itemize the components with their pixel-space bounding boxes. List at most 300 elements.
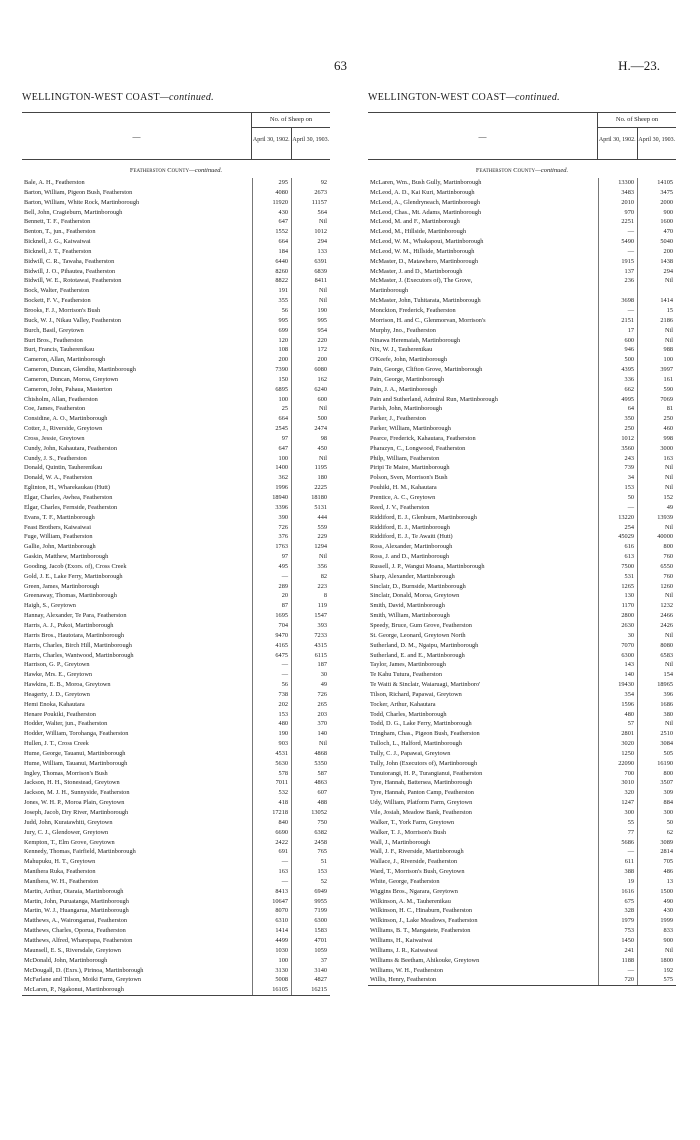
table-row	[368, 867, 676, 877]
sheep-1903: 1294	[291, 542, 330, 552]
sheep-1902: 2801	[598, 729, 637, 739]
owner-name: Pain, George, Clifton Grove, Martinborough	[370, 366, 483, 374]
sheep-1902: 300	[598, 808, 637, 818]
table-row	[368, 414, 676, 424]
owner-name: Henare Poukiki, Featherston	[24, 710, 96, 718]
sheep-1903: 265	[291, 700, 330, 710]
owner-name: Te Kahu Tutura, Featherston	[370, 671, 442, 679]
owner-name: Sutherland, E. and E., Martinborough	[370, 651, 465, 659]
owner-name: Green, James, Martinborough	[24, 582, 100, 590]
owner-name: White, George, Featherston	[370, 877, 440, 885]
owner-name: Hodder, William, Torohanga, Featherston	[24, 730, 129, 738]
table-row	[368, 818, 676, 828]
sheep-1902: —	[252, 660, 291, 670]
owner-name: Pouhiki, H. M., Kahautara	[370, 484, 437, 492]
table-row	[368, 473, 676, 483]
owner-name: McMaster, D., Matawhero, Martinborough	[370, 257, 478, 265]
sheep-1903: 760	[637, 572, 676, 582]
sheep-1903: 1600	[637, 217, 676, 227]
owner-name: Jones, W. H. P., Moroa Plain, Greytown	[24, 799, 125, 807]
sheep-1902: 532	[252, 788, 291, 798]
owner-name: Parker, William, Martinborough	[370, 425, 451, 433]
sheep-1903: 2814	[637, 847, 676, 857]
sheep-1903: 7233	[291, 631, 330, 641]
owner-name: Judd, John, Kuratawhiti, Greytown	[24, 818, 113, 826]
sheep-1902: 150	[252, 375, 291, 385]
sheep-1902: 130	[598, 591, 637, 601]
sheep-1902: 840	[252, 818, 291, 828]
sheep-1902: 1400	[252, 463, 291, 473]
table-row	[368, 355, 676, 365]
owner-name: Russell, J. P., Wangui Moana, Martinborough	[370, 562, 485, 570]
owner-name: Jury, C. J., Glendower, Greytown	[24, 828, 109, 836]
sheep-1903: Nil	[637, 276, 676, 286]
sheep-1903: 505	[637, 749, 676, 759]
owner-name: Hume, William, Tauanui, Martinborough	[24, 759, 128, 767]
owner-name: Kempton, T., Elm Grove, Greytown	[24, 838, 115, 846]
sheep-1902: 289	[252, 582, 291, 592]
table-row	[22, 611, 330, 621]
owner-name: Greenaway, Thomas, Martinborough	[24, 592, 117, 600]
sheep-1902: 8070	[252, 906, 291, 916]
sheep-1902: 6895	[252, 385, 291, 395]
sheep-1903: 470	[637, 227, 676, 237]
sheep-1902: 613	[598, 552, 637, 562]
owner-name: Considine, A. O., Martinborough	[24, 415, 108, 423]
table-row	[22, 178, 330, 188]
table-row	[368, 552, 676, 562]
sheep-1902: 4395	[598, 365, 637, 375]
sheep-1902: 704	[252, 621, 291, 631]
sheep-1903: 1438	[637, 257, 676, 267]
sheep-1903: 100	[637, 355, 676, 365]
table-row	[368, 463, 676, 473]
sheep-1903: 2510	[637, 729, 676, 739]
sheep-1903: 1500	[637, 887, 676, 897]
owner-name: McLeod, M., Hillside, Martinborough	[370, 228, 467, 236]
owner-name: Taylor, James, Martinborough	[370, 661, 446, 669]
table-row	[368, 227, 676, 237]
sheep-1903: 1195	[291, 463, 330, 473]
owner-name: Evans, T. F., Martinborough	[24, 513, 95, 521]
sheep-1902: —	[252, 857, 291, 867]
owner-name: Hodder, Walter, jun., Featherston	[24, 720, 108, 728]
table-row	[22, 375, 330, 385]
sheep-1903: 4827	[291, 975, 330, 985]
sheep-1902: 16105	[252, 985, 291, 995]
col-1902-label: April 30, 1902.	[598, 128, 638, 159]
owner-name: Donald, Quintin, Tauherenikau	[24, 464, 103, 472]
table-row	[368, 237, 676, 247]
owner-name: McDougall, D. (Exrs.), Pirinoa, Martinborough	[24, 966, 144, 974]
sheep-1903: 294	[291, 237, 330, 247]
sheep-1902: 2630	[598, 621, 637, 631]
table-row	[368, 424, 676, 434]
table-row	[22, 641, 330, 651]
sheep-1903: Nil	[637, 483, 676, 493]
sheep-1902: 1695	[252, 611, 291, 621]
owner-name: McMaster, John, Tuhitarata, Martinborough	[370, 297, 481, 305]
owner-name: Chisholm, Allan, Featherston	[24, 395, 98, 403]
sheep-columns-header	[598, 113, 676, 159]
sheep-1902: 137	[598, 267, 637, 277]
sheep-1903: 3507	[637, 778, 676, 788]
table-row	[368, 660, 676, 670]
sheep-1902: 1552	[252, 227, 291, 237]
sheep-1902: 3020	[598, 739, 637, 749]
table-row	[22, 444, 330, 454]
owner-name: Burch, Basil, Greytown	[24, 326, 84, 334]
left-table-header	[22, 113, 330, 160]
owner-name: Buck, W. J., Nikau Valley, Featherston	[24, 316, 122, 324]
sheep-1902: 17218	[252, 808, 291, 818]
sheep-1903: 564	[291, 208, 330, 218]
owner-name: Harrison, G. P., Greytown	[24, 661, 90, 669]
owner-name: Polson, Sven, Morrison's Bush	[370, 474, 448, 482]
table-row	[368, 906, 676, 916]
table-row	[22, 306, 330, 316]
owner-name: Barton, William, Pigeon Bush, Featherston	[24, 188, 133, 196]
sheep-1903: 2673	[291, 188, 330, 198]
table-row	[368, 621, 676, 631]
table-row	[22, 877, 330, 887]
owner-name: Parish, John, Martinborough	[370, 405, 443, 413]
sheep-1903: 2458	[291, 838, 330, 848]
table-row	[368, 828, 676, 838]
owner-name: Riddiford, E. J., Te Awaiti (Hutt)	[370, 533, 453, 541]
table-row	[368, 208, 676, 218]
sheep-1902: 11920	[252, 198, 291, 208]
owner-name: Joseph, Jacob, Dry River, Martinborough	[24, 809, 129, 816]
sheep-1902: 13220	[598, 513, 637, 523]
sheep-1903: 5131	[291, 503, 330, 513]
owner-name: Wiggins Bros., Ngarara, Greytown	[370, 887, 458, 895]
sheep-1902: 7070	[598, 641, 637, 651]
sheep-1902: 13300	[598, 178, 637, 188]
sheep-1902: 1915	[598, 257, 637, 267]
owner-name: Wilkinson, H. C., Hinaburn, Featherston	[370, 907, 473, 915]
table-row	[368, 916, 676, 926]
sheep-1903: 726	[291, 690, 330, 700]
sheep-1902: 57	[598, 719, 637, 729]
owner-name: Gold, J. E., Lake Ferry, Martinborough	[24, 572, 123, 580]
table-row	[368, 749, 676, 759]
sheep-1902: 64	[598, 404, 637, 414]
owner-name: Willis, Henry, Featherston	[370, 976, 437, 984]
sheep-1903: 180	[291, 473, 330, 483]
sheep-1902: 120	[252, 336, 291, 346]
sheep-1903: 430	[637, 906, 676, 916]
sheep-1903: 13052	[291, 808, 330, 818]
sheep-1902: —	[252, 670, 291, 680]
sheep-1903: 161	[637, 375, 676, 385]
table-row	[22, 296, 330, 306]
table-row	[22, 936, 330, 946]
owner-name: Riddiford, E. J., Glenburn, Martinborough	[370, 513, 477, 521]
sheep-1903: 6949	[291, 887, 330, 897]
owner-name: Hemi Enoka, Kahautara	[24, 700, 85, 708]
sheep-1903: 750	[291, 818, 330, 828]
table-row	[22, 336, 330, 346]
table-row	[368, 778, 676, 788]
owner-name: Harris, Charles, Birch Hill, Martinborough	[24, 641, 132, 649]
sheep-1902: 87	[252, 601, 291, 611]
sheep-1902: 190	[252, 729, 291, 739]
table-row	[22, 690, 330, 700]
sheep-1903: 6115	[291, 651, 330, 661]
owner-name: Bidwill, W. E., Rototawai, Featherston	[24, 277, 122, 285]
sheep-1903: 396	[637, 690, 676, 700]
sheep-1903: 162	[291, 375, 330, 385]
owner-name: Fuge, William, Featherston	[24, 533, 93, 541]
table-row	[368, 395, 676, 405]
table-row	[368, 670, 676, 680]
sheep-1902: 3130	[252, 966, 291, 976]
sheep-1902: 19	[598, 877, 637, 887]
sheep-1903: 154	[637, 670, 676, 680]
table-row	[22, 365, 330, 375]
sheep-1902: 350	[598, 414, 637, 424]
sheep-1902: —	[252, 877, 291, 887]
table-row	[368, 690, 676, 700]
table-row	[368, 454, 676, 464]
sheep-1903: 16215	[291, 985, 330, 995]
table-row	[22, 562, 330, 572]
sheep-1903: 3140	[291, 966, 330, 976]
owner-name: Tilson, Richard, Papawai, Greytown	[370, 690, 462, 698]
sheep-1902: 50	[598, 493, 637, 503]
table-row	[368, 296, 676, 306]
table-row	[22, 198, 330, 208]
sheep-1902: 388	[598, 867, 637, 877]
sheep-1903: 187	[291, 660, 330, 670]
table-row	[22, 503, 330, 513]
sheep-1903: 8	[291, 591, 330, 601]
owner-name: Tully, John (Executors of), Martinborough	[370, 759, 478, 767]
sheep-1902: 1188	[598, 956, 637, 966]
sheep-1903: 590	[637, 385, 676, 395]
sheep-1903: 1547	[291, 611, 330, 621]
sheep-1903: Nil	[637, 946, 676, 956]
sheep-1903: 998	[637, 434, 676, 444]
owner-name: Tyre, Hannah, Battersea, Martinborough	[370, 779, 473, 787]
sheep-1903: 884	[637, 798, 676, 808]
col-group-label: No. of Sheep on	[598, 113, 676, 128]
table-row	[22, 710, 330, 720]
owner-name: Manihera Ruka, Featherston	[24, 868, 96, 876]
sheep-1902: 675	[598, 897, 637, 907]
sheep-1902: 4995	[598, 395, 637, 405]
owner-name: Philp, William, Featherston	[370, 454, 440, 462]
sheep-1902: 34	[598, 473, 637, 483]
sheep-1903: 6080	[291, 365, 330, 375]
owner-name: Tringham, Chas., Pigeon Bush, Featherston	[370, 730, 480, 738]
owner-name: Piripi Te Maire, Martinborough	[370, 464, 450, 472]
owner-name: McMaster, J. and D., Martinborough	[370, 267, 463, 275]
sheep-1903: 37	[291, 956, 330, 966]
owner-name: Monckton, Frederick, Featherston	[370, 306, 456, 314]
sheep-1902: 3560	[598, 444, 637, 454]
owner-name: Coe, James, Featherston	[24, 405, 86, 413]
sheep-1902: 3698	[598, 296, 637, 306]
owner-name: O'Keefe, John, Martinborough	[370, 356, 448, 364]
sheep-1902: —	[598, 847, 637, 857]
sheep-1903: Nil	[291, 454, 330, 464]
table-row	[368, 178, 676, 188]
owner-name: McFarlane and Tilson, Moiki Farm, Greytown	[24, 976, 142, 984]
right-table	[368, 112, 676, 986]
sheep-1902: 1414	[252, 926, 291, 936]
table-row	[22, 660, 330, 670]
table-row	[22, 808, 330, 818]
owner-name: Matthews, Charles, Oporua, Featherston	[24, 927, 126, 935]
sheep-1903: Nil	[637, 336, 676, 346]
sheep-1903: Nil	[637, 719, 676, 729]
sheep-1902: 30	[598, 631, 637, 641]
table-row	[22, 818, 330, 828]
sheep-1903: 370	[291, 719, 330, 729]
owner-name: Hullen, J. T., Cross Creek	[24, 740, 89, 748]
sheep-1902: 140	[598, 670, 637, 680]
page-header	[0, 58, 700, 78]
owner-name: Bale, A. H., Featherston	[24, 179, 85, 186]
sheep-1903: 900	[637, 208, 676, 218]
sheep-1902: 3010	[598, 778, 637, 788]
table-row	[368, 562, 676, 572]
sheep-1902: 254	[598, 523, 637, 533]
owner-name: McDonald, John, Martinborough	[24, 956, 108, 964]
sheep-1903: 3000	[637, 444, 676, 454]
sheep-1903: Nil	[291, 552, 330, 562]
sheep-1902: —	[598, 966, 637, 976]
sheep-1902: 1616	[598, 887, 637, 897]
right-rows	[368, 178, 676, 985]
table-row	[22, 257, 330, 267]
owner-name: Ingley, Thomas, Morrison's Bush	[24, 769, 108, 777]
sheep-1903: Nil	[291, 739, 330, 749]
sheep-1903: 172	[291, 345, 330, 355]
owner-name: Wilkinson, J., Lake Meadows, Featherston	[370, 917, 478, 925]
sheep-1902: 100	[252, 395, 291, 405]
sheep-1902: 611	[598, 857, 637, 867]
table-row	[22, 985, 330, 995]
table-row	[22, 729, 330, 739]
sheep-1903: 119	[291, 601, 330, 611]
owner-name: Prentice, A. C., Greytown	[370, 494, 436, 501]
table-row	[368, 739, 676, 749]
sheep-1902: 6475	[252, 651, 291, 661]
sheep-1903: 705	[637, 857, 676, 867]
table-row	[22, 523, 330, 533]
owner-name: Brooks, F. J., Morrison's Bush	[24, 306, 101, 314]
sheep-1903: 356	[291, 562, 330, 572]
owner-name: Gaskin, Matthew, Martinborough	[24, 553, 109, 561]
table-row	[368, 582, 676, 592]
sheep-1903: 133	[291, 247, 330, 257]
sheep-1903: 1800	[637, 956, 676, 966]
table-row	[368, 591, 676, 601]
sheep-1903: 800	[637, 542, 676, 552]
owner-name: McLeod, A. D., Kai Kuri, Martinborough	[370, 188, 475, 196]
sheep-1903: 92	[291, 178, 330, 188]
table-row	[368, 286, 676, 296]
table-row	[368, 641, 676, 651]
sheep-1903: 5040	[637, 237, 676, 247]
owner-name: Udy, William, Platform Farm, Greytown	[370, 799, 473, 807]
owner-name: Bockett, F. V., Featherston	[24, 297, 91, 305]
sheep-1902: 2251	[598, 217, 637, 227]
sheep-1902: 390	[252, 513, 291, 523]
sheep-1902: 970	[598, 208, 637, 218]
sheep-1903: 380	[637, 710, 676, 720]
owner-name: Matthews, A., Wairongamai, Featherston	[24, 917, 128, 925]
owner-name: Smith, William, Martinborough	[370, 612, 450, 620]
table-row	[22, 700, 330, 710]
owner-name: Wall, J. F., Riverside, Martinborough	[370, 848, 464, 856]
sheep-1903: 3997	[637, 365, 676, 375]
owner-name: Tocker, Arthur, Kahautara	[370, 700, 436, 708]
owner-name: Hawkins, E. B., Moroa, Greytown	[24, 681, 111, 689]
table-row	[368, 444, 676, 454]
table-row	[22, 631, 330, 641]
sheep-1902: 108	[252, 345, 291, 355]
sheep-1902: 4531	[252, 749, 291, 759]
owner-name: Cameron, Duncan, Glendhu, Martinborough	[24, 366, 136, 374]
table-row	[22, 395, 330, 405]
sheep-1902: 97	[252, 434, 291, 444]
table-row	[22, 966, 330, 976]
sheep-1903: Nil	[637, 463, 676, 473]
sheep-1902: 143	[598, 660, 637, 670]
sheep-1902: 480	[598, 710, 637, 720]
owner-name: Speedy, Bruce, Gum Grove, Featherston	[370, 621, 472, 629]
table-row	[22, 867, 330, 877]
sheep-1902: 191	[252, 286, 291, 296]
sheep-1902: 664	[252, 237, 291, 247]
table-row	[22, 916, 330, 926]
sheep-1902: —	[598, 227, 637, 237]
sheep-1902: 1247	[598, 798, 637, 808]
owner-name: Jackson, H. H., Stonestead, Greytown	[24, 779, 120, 787]
sheep-1902: 10647	[252, 897, 291, 907]
sheep-1903: 229	[291, 532, 330, 542]
sheep-1903: 1583	[291, 926, 330, 936]
sheep-1902: —	[598, 503, 637, 513]
sheep-1903: 203	[291, 710, 330, 720]
table-row	[368, 966, 676, 976]
table-row	[22, 591, 330, 601]
sheep-1903: 14105	[637, 178, 676, 188]
sheep-1903: 294	[637, 267, 676, 277]
sheep-1903: 486	[637, 867, 676, 877]
owner-name: Bennett, T. F., Featherston	[24, 218, 91, 226]
table-row	[368, 946, 676, 956]
table-row	[22, 857, 330, 867]
table-row	[22, 463, 330, 473]
sheep-1903: 6583	[637, 651, 676, 661]
sheep-1903: 607	[291, 788, 330, 798]
owner-name: Ross, J. and D., Martinborough	[370, 553, 450, 561]
table-row	[22, 473, 330, 483]
table-row	[22, 404, 330, 414]
left-table	[22, 112, 330, 996]
sheep-1903: 220	[291, 336, 330, 346]
sheep-1902: 1170	[598, 601, 637, 611]
owner-name: Cameron, Allan, Martinborough	[24, 356, 106, 364]
sheep-1903: 13	[637, 877, 676, 887]
sheep-1902: 6690	[252, 828, 291, 838]
table-row	[22, 237, 330, 247]
